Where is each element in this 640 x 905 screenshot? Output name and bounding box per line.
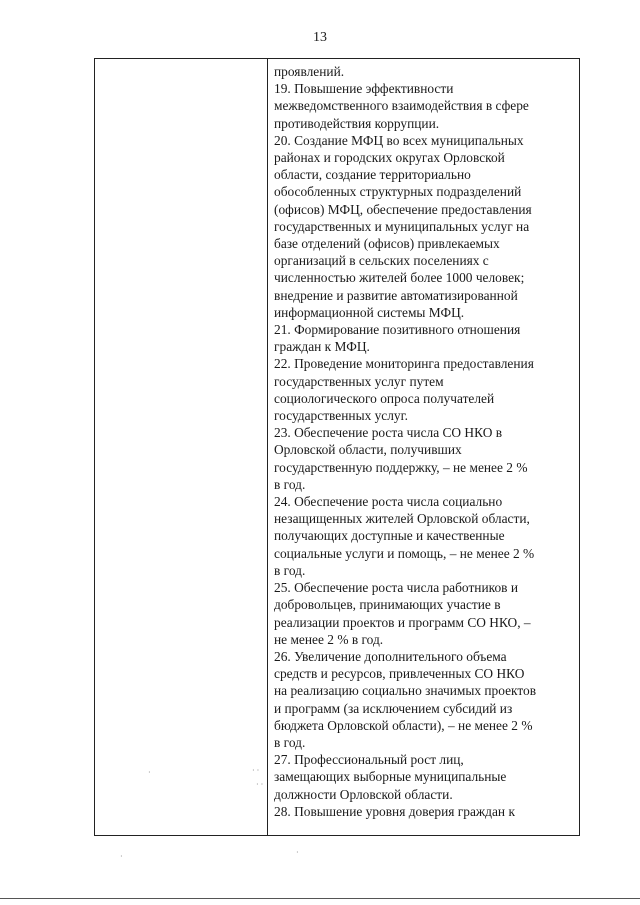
text-line: 26. Увеличение дополнительного объема — [274, 648, 507, 664]
text-line: не менее 2 % в год. — [274, 631, 384, 647]
scan-speck: · · — [252, 766, 260, 775]
text-line: и программ (за исключением субсидий из — [274, 700, 513, 716]
text-line: государственную поддержку, – не менее 2 % — [274, 459, 528, 475]
text-line: в год. — [274, 476, 306, 492]
text-line: социологического опроса получателей — [274, 390, 495, 406]
text-line: бюджета Орловской области), – не менее 2 % — [274, 717, 533, 733]
text-line: 19. Повышение эффективности — [274, 81, 454, 97]
text-line: 21. Формирование позитивного отношения — [274, 322, 521, 338]
text-line: 20. Создание МФЦ во всех муниципальных — [274, 132, 524, 148]
text-line: 28. Повышение уровня доверия граждан к — [274, 803, 515, 819]
text-line: 23. Обеспечение роста числа СО НКО в — [274, 425, 503, 441]
scan-speck: · · — [256, 780, 264, 789]
text-line: государственных услуг путем — [274, 373, 444, 389]
text-line: Орловской области, получивших — [274, 442, 462, 458]
text-line: социальные услуги и помощь, – не менее 2 % — [274, 545, 535, 561]
text-line: замещающих выборные муниципальные — [274, 769, 507, 785]
text-line: должности Орловской области. — [274, 786, 453, 802]
text-line: средств и ресурсов, привлеченных СО НКО — [274, 666, 525, 682]
bottom-edge-line — [0, 898, 640, 899]
table-cell-text — [274, 63, 576, 820]
text-line: 27. Профессиональный рост лиц, — [274, 752, 464, 768]
scan-speck: · — [296, 848, 299, 857]
text-line: незащищенных жителей Орловской области, — [274, 511, 530, 527]
text-line: внедрение и развитие автоматизированной — [274, 287, 518, 303]
text-line: информационной системы МФЦ. — [274, 304, 465, 320]
scan-speck: · — [148, 768, 151, 777]
text-line: межведомственного взаимодействия в сфере — [274, 98, 529, 114]
text-line: районах и городских округах Орловской — [274, 150, 505, 166]
text-line: области, создание территориально — [274, 167, 471, 183]
text-line: численностью жителей более 1000 человек; — [274, 270, 525, 286]
text-line: на реализацию социально значимых проектов — [274, 683, 537, 699]
text-line: 25. Обеспечение роста числа работников и — [274, 580, 518, 596]
text-line: (офисов) МФЦ, обеспечение предоставления — [274, 201, 532, 217]
text-line: граждан к МФЦ. — [274, 339, 370, 355]
text-line: проявлений. — [274, 64, 345, 79]
text-line: обособленных структурных подразделений — [274, 184, 522, 200]
text-line: базе отделений (офисов) привлекаемых — [274, 236, 500, 252]
text-line: организаций в сельских поселениях с — [274, 253, 489, 269]
text-line: 24. Обеспечение роста числа социально — [274, 494, 503, 510]
text-line: противодействия коррупции. — [274, 115, 440, 131]
text-line: 22. Проведение мониторинга предоставления — [274, 356, 534, 372]
column-divider — [267, 58, 268, 836]
text-line: получающих доступные и качественные — [274, 528, 505, 544]
text-line: государственных и муниципальных услуг на — [274, 218, 530, 234]
text-line: добровольцев, принимающих участие в — [274, 597, 501, 613]
text-line: государственных услуг. — [274, 408, 408, 424]
text-line: в год. — [274, 734, 306, 750]
scan-speck: · — [120, 852, 123, 861]
text-line: в год. — [274, 562, 306, 578]
page-number: 13 — [313, 30, 327, 45]
text-line: реализации проектов и программ СО НКО, – — [274, 614, 531, 630]
